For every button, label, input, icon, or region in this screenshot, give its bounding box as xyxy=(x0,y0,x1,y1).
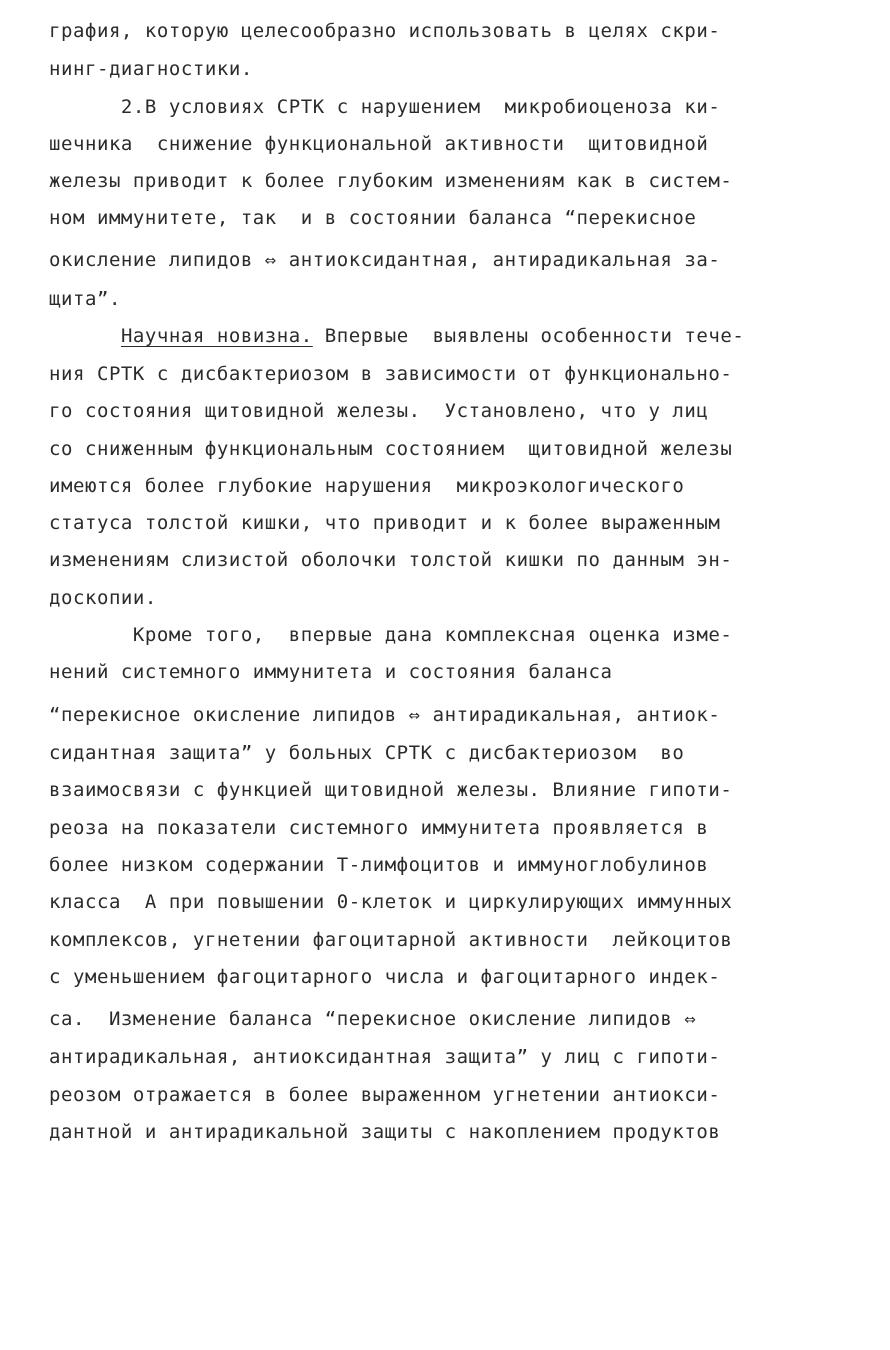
text-line: более низком содержании Т-лимфоцитов и иммуноглобулинов xyxy=(49,854,709,876)
text-line: статуса толстой кишки, что приводит и к более выраженным xyxy=(49,512,721,534)
text-line: железы приводит к более глубоким изменениям как в систем- xyxy=(49,170,733,192)
text-line: графия, которую целесообразно использовать в целях скри- xyxy=(49,20,721,42)
text-line: 2.В условиях СРТК с нарушением микробиоценоза ки- xyxy=(49,96,721,118)
text-line: ния СРТК с дисбактериозом в зависимости от функционально- xyxy=(49,363,733,385)
text-line: дантной и антирадикальной защиты с накоплением продуктов xyxy=(49,1121,721,1143)
text-line: с уменьшением фагоцитарного числа и фагоцитарного индек- xyxy=(49,966,721,988)
text-line: изменениям слизистой оболочки толстой кишки по данным эн- xyxy=(49,549,733,571)
text-line: доскопии. xyxy=(49,587,157,609)
text-line: сидантная защита” у больных СРТК с дисбактериозом во xyxy=(49,742,685,764)
text-line: реозом отражается в более выраженном угнетении антиокси- xyxy=(49,1084,721,1106)
text-line: окисление липидов ⇔ антиоксидантная, антирадикальная за- xyxy=(49,249,721,271)
text-line: ном иммунитете, так и в состоянии баланса “перекисное xyxy=(49,207,697,229)
text-line: комплексов, угнетении фагоцитарной активности лейкоцитов xyxy=(49,929,733,951)
text-line: класса А при повышении 0-клеток и циркулирующих иммунных xyxy=(49,891,733,913)
text-line: нинг-диагностики. xyxy=(49,58,253,80)
text-line: щита”. xyxy=(49,288,121,310)
text-line: реоза на показатели системного иммунитета проявляется в xyxy=(49,817,709,839)
text-line: са. Изменение баланса “перекисное окисление липидов ⇔ xyxy=(49,1008,697,1030)
text-line: “перекисное окисление липидов ⇔ антирадикальная, антиок- xyxy=(49,704,721,726)
text-line: со сниженным функциональным состоянием щитовидной железы xyxy=(49,438,733,460)
text-span: Впервые выявлены особенности тече- xyxy=(312,325,745,347)
text-line: имеются более глубокие нарушения микроэкологического xyxy=(49,475,685,497)
text-line: го состояния щитовидной железы. Установлено, что у лиц xyxy=(49,400,709,422)
text-line: шечника снижение функциональной активности щитовидной xyxy=(49,133,709,155)
text-line xyxy=(49,324,744,348)
text-line: нений системного иммунитета и состояния баланса xyxy=(49,661,613,683)
text-line: Кроме того, впервые дана комплексная оценка изме- xyxy=(49,624,733,646)
text-line: взаимосвязи с функцией щитовидной железы. Влияние гипоти- xyxy=(49,779,733,801)
text-line: антирадикальная, антиоксидантная защита” у лиц с гипоти- xyxy=(49,1046,721,1068)
section-heading: Научная новизна. xyxy=(120,325,313,347)
